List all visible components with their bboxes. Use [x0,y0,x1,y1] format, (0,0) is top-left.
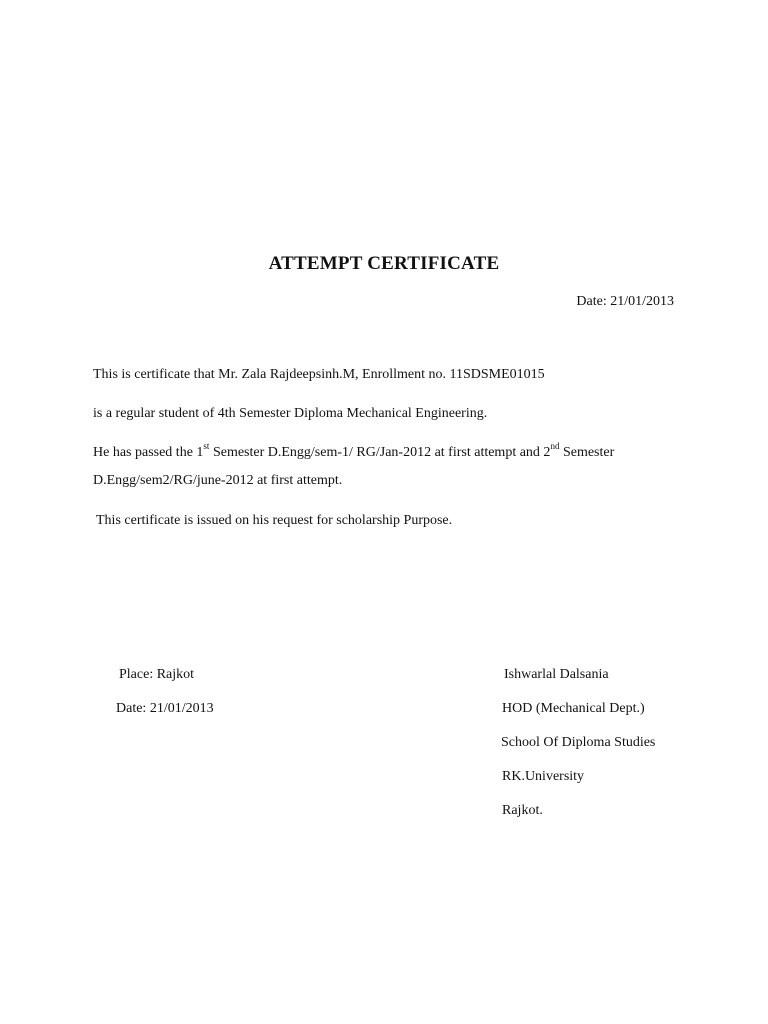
page-title: ATTEMPT CERTIFICATE [268,253,500,274]
certificate-line-program: is a regular student of 4th Semester Diploma Mechanical Engineering. [93,406,488,421]
ordinal-nd: nd [550,441,560,451]
certificate-line-exams [93,441,615,461]
exam-text-part3: Semester [559,445,615,460]
certificate-line-purpose: This certificate is issued on his request for scholarship Purpose. [96,513,453,528]
signatory-name: Ishwarlal Dalsania [504,667,609,682]
signatory-city: Rajkot. [502,803,543,818]
signatory-designation: HOD (Mechanical Dept.) [502,701,645,716]
exam-text-part1: He has passed the 1 [93,445,204,460]
footer-date: Date: 21/01/2013 [116,701,214,716]
ordinal-st: st [203,441,210,451]
issue-date: Date: 21/01/2013 [576,294,674,309]
exam-text-part2: Semester D.Engg/sem-1/ RG/Jan-2012 at first attempt and 2 [209,445,551,460]
certificate-line-exams-cont: D.Engg/sem2/RG/june-2012 at first attempt. [93,473,343,488]
place-label: Place: Rajkot [119,667,195,682]
certificate-line-student: This is certificate that Mr. Zala Rajdeepsinh.M, Enrollment no. 11SDSME01015 [93,367,545,382]
signature-block [501,667,655,837]
signatory-school: School Of Diploma Studies [501,735,656,750]
place-date-block [116,667,214,717]
signatory-university: RK.University [502,769,585,784]
